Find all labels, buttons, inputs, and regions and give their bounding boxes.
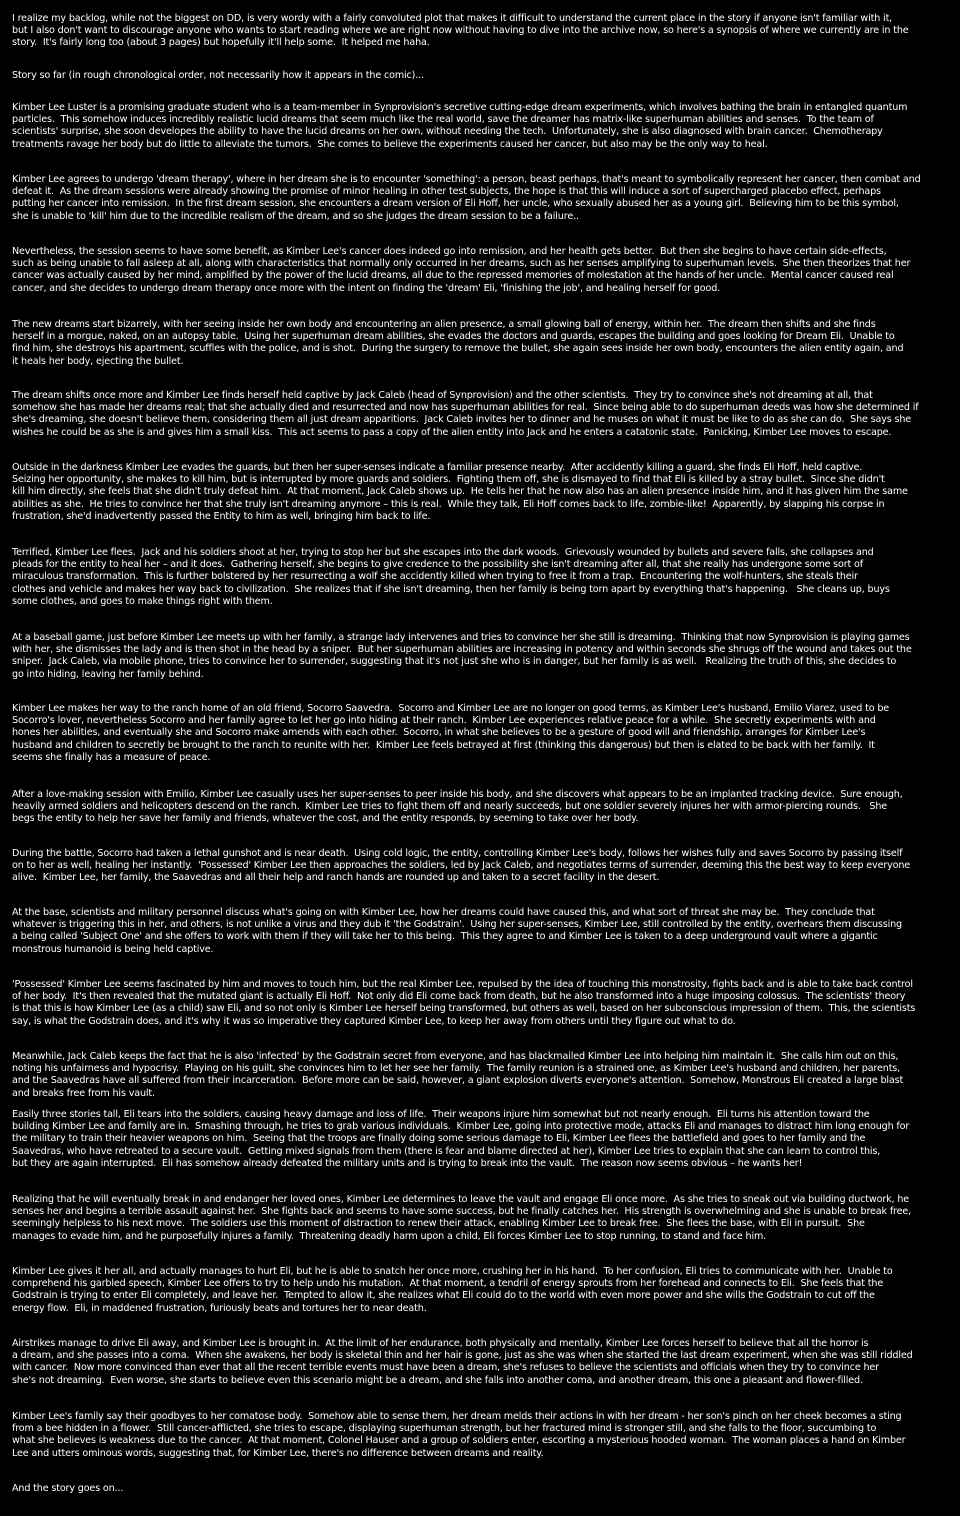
synopsis-paragraph: At a baseball game, just before Kimber Lee meets up with her family, a strange lady intervenes and tries to convince her she still is dreaming. Thinking that now Synprovision is playing games with her, she dismisses the lady and is then shot in the head by a sniper. But her superhuman abilities are increasing in potency and within seconds she shrugs off the wound and takes out the sniper. Jack Caleb, via mobile phone, tries to convince her to surrender, suggesting that it's not just she who is in danger, but her family is as well. Realizing the truth of this, she decides to go into hiding, leaving her family behind. (12, 632, 912, 680)
story-so-far-heading: Story so far (in rough chronological order, not necessarily how it appears in the comic)... (12, 70, 424, 81)
synopsis-paragraph: The new dreams start bizarrely, with her seeing inside her own body and encountering an alien presence, a small glowing ball of energy, within her. The dream then shifts and she finds herself in a morgue, naked, on an autopsy table. Using her superhuman dream abilities, she evades the doctors and guards, escapes the building and goes looking for Dream Eli. Unable to find him, she destroys his apartment, scuffles with the police, and is shot. During the surgery to remove the bullet, she again sees inside her own body, encounters the alien entity again, and it heals her body, ejecting the bullet. (12, 319, 904, 367)
synopsis-paragraph: Realizing that he will eventually break in and endanger her loved ones, Kimber Lee determines to leave the vault and engage Eli once more. As she tries to sneak out via building ductwork, he senses her and begins a terrible assault against her. She fights back and seems to have some success, but he finally catches her. His strength is overwhelming and she is unable to break free, seemingly helpless to his next move. The soldiers use this moment of distraction to renew their attack, enabling Kimber Lee to break free. She flees the base, with Eli in pursuit. She manages to evade him, and he purposefully injures a family. Threatening deadly harm upon a child, Eli forces Kimber Lee to stop running, to stand and face him. (12, 1194, 912, 1242)
synopsis-paragraph: Airstrikes manage to drive Eli away, and Kimber Lee is brought in. At the limit of her endurance, both physically and mentally, Kimber Lee forces herself to believe that all the horror is a dream, and she passes into a coma. When she awakens, her body is skeletal thin and her hair is gone, just as she was when she started the last dream experiment, when she was still riddled with cancer. Now more convinced than ever that all the recent terrible events must have been a dream, she's refuses to believe the scientists and officials when they try to convince her she's not dreaming. Even worse, she starts to believe even this scenario might be a dream, and she falls into another coma, and another dream, this one a pleasant and flower-filled. (12, 1338, 913, 1386)
synopsis-paragraph: Kimber Lee gives it her all, and actually manages to hurt Eli, but he is able to snatch her once more, crushing her in his hand. To her confusion, Eli tries to communicate with her. Unable to comprehend his garbled speech, Kimber Lee offers to try to help undo his mutation. At that moment, a tendril of energy sprouts from her forehead and connects to Eli. She feels that the Godstrain is trying to enter Eli completely, and leave her. Tempted to allow it, she realizes what Eli could do to the world with even more power and she wills the Godstrain to cut off the energy flow. Eli, in maddened frustration, furiously beats and tortures her to near death. (12, 1266, 893, 1314)
synopsis-paragraph: After a love-making session with Emilio, Kimber Lee casually uses her super-senses to peer inside his body, and she discovers what appears to be an implanted tracking device. Sure enough, heavily armed soldiers and helicopters descend on the ranch. Kimber Lee tries to fight them off and nearly succeeds, but one soldier severely injures her with armor-piercing rounds. She begs the entity to help her save her family and friends, whatever the cost, and the entity responds, by seeming to take over her body. (12, 789, 903, 825)
synopsis-paragraph: Terrified, Kimber Lee flees. Jack and his soldiers shoot at her, trying to stop her but she escapes into the dark woods. Grievously wounded by bullets and severe falls, she collapses and pleads for the entity to heal her – and it does. Gathering herself, she begins to give credence to the possibility she isn't dreaming after all, that she really has undergone some sort of miraculous transformation. This is further bolstered by her resurrecting a wolf she accidently killed when trying to free it from a trap. Encountering the wolf-hunters, she steals their clothes and vehicle and makes her way back to civilization. She realizes that if she isn't dreaming, then her family is being torn apart by everything that's happening. She cleans up, buys some clothes, and goes to make things right with them. (12, 547, 890, 607)
synopsis-paragraph: Outside in the darkness Kimber Lee evades the guards, but then her super-senses indicate a familiar presence nearby. After accidently killing a guard, she finds Eli Hoff, held captive. Seizing her opportunity, she makes to kill him, but is interrupted by more guards and soldiers. Fighting them off, she is dismayed to find that Eli is killed by a stray bullet. Since she didn't kill him directly, she feels that she didn't truly defeat him. At that moment, Jack Caleb shows up. He tells her that he now also has an alien presence inside him, and it has given him the same abilities as she. He tries to convince her that she truly isn't dreaming anymore – this is real. While they talk, Eli Hoff comes back to life, zombie-like! Apparently, by slapping his corpse in frustration, she'd inadvertently passed the Entity to him as well, bringing him back to life. (12, 462, 908, 522)
synopsis-paragraph: Kimber Lee makes her way to the ranch home of an old friend, Socorro Saavedra. Socorro and Kimber Lee are no longer on good terms, as Kimber Lee's husband, Emilio Viarez, used to be Socorro's lover, nevertheless Socorro and her family agree to let her go into hiding at their ranch. Kimber Lee experiences relative peace for a while. She secretly experiments with and hones her abilities, and eventually she and Socorro make amends with each other. Socorro, in what she believes to be a gesture of good will and friendship, arranges for Kimber Lee's husband and children to secretly be brought to the ranch to reunite with her. Kimber Lee feels betrayed at first (thinking this dangerous) but then is elated to be back with her family. It seems she finally has a measure of peace. (12, 703, 890, 763)
synopsis-paragraph: Kimber Lee Luster is a promising graduate student who is a team-member in Synprovision's secretive cutting-edge dream experiments, which involves bathing the brain in entangled quantum particles. This somehow induces incredibly realistic lucid dreams that seem much like the real world, save the dreamer has matrix-like superhuman abilities and senses. To the team of scientists' surprise, she soon developes the ability to have the lucid dreams on her own, without needing the tech. Unfortunately, she is also diagnosed with brain cancer. Chemotherapy treatments ravage her body but do little to alleviate the tumors. She comes to believe the experiments caused her cancer, but also may be the only way to heal. (12, 102, 908, 150)
synopsis-paragraph: Kimber Lee's family say their goodbyes to her comatose body. Somehow able to sense them, her dream melds their actions in with her dream - her son's pinch on her cheek becomes a sting from a bee hidden in a flower. Still cancer-afflicted, she tries to escape, displaying superhuman strength, but her fractured mind is stronger still, and she falls to the floor, succumbing to what she believes is weakness due to the cancer. At that moment, Colonel Hauser and a group of soldiers enter, escorting a mysterious hooded woman. The woman places a hand on Kimber Lee and utters ominous words, suggesting that, for Kimber Lee, there's no difference between dreams and reality. (12, 1411, 906, 1459)
synopsis-paragraph: At the base, scientists and military personnel discuss what's going on with Kimber Lee, how her dreams could have caused this, and what sort of threat she may be. They conclude that whatever is triggering this in her, and others, is not unlike a virus and they dub it 'the Godstrain'. Using her super-senses, Kimber Lee, still controlled by the entity, overhears them discussing a being called 'Subject One' and she offers to work with them if they will take her to this being. This they agree to and Kimber Lee is taken to a deep underground vault where a gigantic monstrous humanoid is being held captive. (12, 907, 902, 955)
synopsis-paragraph: Easily three stories tall, Eli tears into the soldiers, causing heavy damage and loss of life. Their weapons injure him somewhat but not nearly enough. Eli turns his attention toward the building Kimber Lee and family are in. Smashing through, he tries to grab various individuals. Kimber Lee, going into protective mode, attacks Eli and manages to distract him long enough for the military to train their heavier weapons on him. Seeing that the troops are finally doing some serious damage to Eli, Kimber Lee flees the battlefield and goes to her family and the Saavedras, who have retreated to a secure vault. Getting mixed signals from them (there is fear and blame directed at her), Kimber Lee tries to explain that she can learn to control this, but they are again interrupted. Eli has somehow already defeated the military units and is trying to break into the vault. The reason now seems obvious – he wants her! (12, 1109, 910, 1169)
synopsis-paragraph: Meanwhile, Jack Caleb keeps the fact that he is also 'infected' by the Godstrain secret from everyone, and has blackmailed Kimber Lee into helping him maintain it. She calls him out on this, noting his unfairness and hypocrisy. Playing on his guilt, she convinces him to let her see her family. The family reunion is a strained one, as Kimber Lee's husband and children, her parents, and the Saavedras have all suffered from their incarceration. Before more can be said, however, a giant explosion diverts everyone's attention. Somehow, Monstrous Eli created a large blast and breaks free from his vault. (12, 1051, 904, 1099)
synopsis-paragraph: 'Possessed' Kimber Lee seems fascinated by him and moves to touch him, but the real Kimber Lee, repulsed by the idea of touching this monstrosity, fights back and is able to take back control of her body. It's then revealed that the mutated giant is actually Eli Hoff. Not only did Eli come back from death, but he also transformed into a huge imposing colossus. The scientists' theory is that this is how Kimber Lee (as a child) saw Eli, and so not only is Kimber Lee herself being transformed, but others as well, based on her subconscious impression of them. This, the scientists say, is what the Godstrain does, and it's why it was so imperative they captured Kimber Lee, to keep her away from others until they figure out what to do. (12, 979, 916, 1027)
intro-paragraph: I realize my backlog, while not the biggest on DD, is very wordy with a fairly convoluted plot that makes it difficult to understand the current place in the story if anyone isn't familiar with it, but I also don't want to discourage anyone who wants to start reading where we are right now without having to dive into the archive now, so here's a synopsis of where we currently are in the story. It's fairly long too (about 3 pages) but hopefully it'll help some. It helped me haha. (12, 13, 909, 49)
synopsis-paragraph: The dream shifts once more and Kimber Lee finds herself held captive by Jack Caleb (head of Synprovision) and the other scientists. They try to convince she's not dreaming at all, that somehow she has made her dreams real; that she actually died and resurrected and now has superhuman abilities for real. Since being able to do superhuman deeds was how she determined if she's dreaming, she doesn't believe them, considering them all just dream apparitions. Jack Caleb invites her to dinner and he muses on what it must be like to do as she can do. She says she wishes he could be as she is and gives him a small kiss. This act seems to pass a copy of the alien entity into Jack and he enters a catatonic state. Panicking, Kimber Lee moves to escape. (12, 390, 919, 438)
synopsis-paragraph: Kimber Lee agrees to undergo 'dream therapy', where in her dream she is to encounter 'something': a person, beast perhaps, that's meant to symbolically represent her cancer, then combat and defeat it. As the dream sessions were already showing the promise of minor healing in other test subjects, the hope is that this will induce a sort of supercharged placebo effect, perhaps putting her cancer into remission. In the first dream session, she encounters a dream version of Eli Hoff, her uncle, who sexually abused her as a young girl. Believing him to be this symbol, she is unable to 'kill' him due to the incredible realism of the dream, and so she judges the dream session to be a failure.. (12, 174, 921, 222)
synopsis-paragraph: Nevertheless, the session seems to have some benefit, as Kimber Lee's cancer does indeed go into remission, and her health gets better. But then she begins to have certain side-effects, such as being unable to fall asleep at all, along with characteristics that normally only occurred in her dreams, such as her senses amplifying to superhuman levels. She then theorizes that her cancer was actually caused by her mind, amplified by the power of the lucid dreams, all due to the repressed memories of molestation at the hands of her uncle. Mental cancer caused real cancer, and she decides to undergo dream therapy once more with the intent on finding the 'dream' Eli, 'finishing the job', and healing herself for good. (12, 246, 911, 294)
synopsis-paragraph: During the battle, Socorro had taken a lethal gunshot and is near death. Using cold logic, the entity, controlling Kimber Lee's body, follows her wishes fully and saves Socorro by passing itself on to her as well, healing her instantly. 'Possessed' Kimber Lee then approaches the soldiers, led by Jack Caleb, and negotiates terms of surrender, deeming this the best way to keep everyone alive. Kimber Lee, her family, the Saavedras and all their help and ranch hands are rounded up and taken to a secret facility in the desert. (12, 848, 911, 884)
closing-line: And the story goes on... (12, 1483, 124, 1494)
